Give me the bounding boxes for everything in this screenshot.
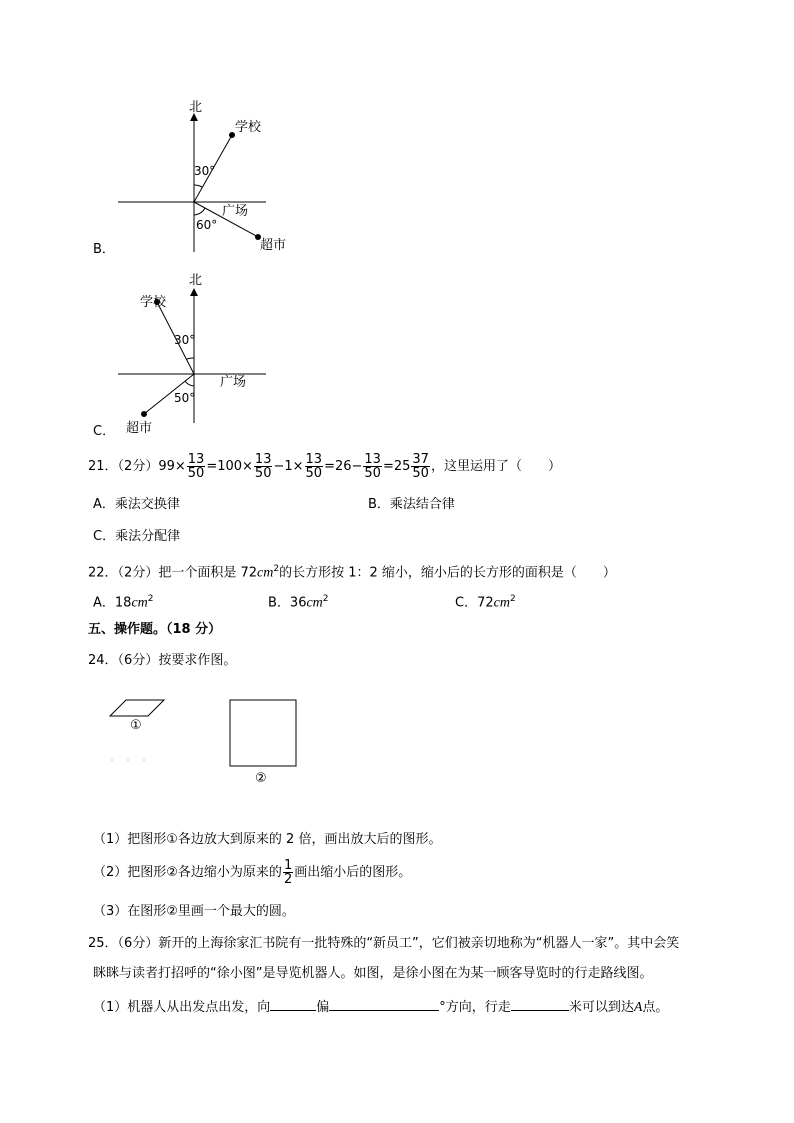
answer-blank[interactable] bbox=[329, 998, 439, 1011]
q25-sub1-text: 点。 bbox=[642, 1000, 669, 1015]
q21-prefix: 21．（2分） bbox=[88, 459, 159, 474]
fraction-num: 13 bbox=[254, 452, 272, 467]
q24-title: 24．（6分）按要求作图。 bbox=[88, 653, 237, 668]
faint-dots bbox=[111, 759, 145, 761]
school-label: 学校 bbox=[140, 295, 167, 310]
q22-option-a[interactable] bbox=[93, 591, 154, 611]
direction-diagram-b bbox=[110, 95, 310, 257]
fraction-den: 50 bbox=[364, 466, 381, 481]
fraction-num: 37 bbox=[412, 452, 429, 467]
fraction bbox=[254, 453, 273, 480]
fraction-den: 50 bbox=[254, 466, 272, 481]
fraction-den: 2 bbox=[283, 872, 293, 887]
fraction-num: 13 bbox=[364, 452, 381, 467]
angle-south-label: 50° bbox=[174, 391, 196, 405]
angle-arc-north bbox=[194, 185, 202, 187]
q21-option-a[interactable]: A．乘法交换律 bbox=[93, 497, 180, 512]
q25-sub1 bbox=[93, 998, 668, 1016]
section-title: 五、操作题。（18 分） bbox=[88, 622, 222, 637]
q21-text: =26− bbox=[324, 459, 363, 474]
square-label: 广场 bbox=[220, 375, 247, 390]
q21-question bbox=[88, 452, 561, 482]
fraction-den: 50 bbox=[305, 466, 323, 481]
q25-line2: 眯眯与读者打招呼的“徐小图”是导览机器人。如图，是徐小图在为某一顾客导览时的行走路线图。 bbox=[93, 966, 653, 981]
angle-arc-south bbox=[194, 208, 205, 215]
square-shape bbox=[230, 700, 296, 766]
answer-blank[interactable] bbox=[270, 998, 316, 1011]
fraction bbox=[305, 453, 324, 480]
q25-sub1-text: （1）机器人从出发点出发，向 bbox=[93, 1000, 271, 1015]
unit-sup: 2 bbox=[509, 594, 516, 604]
option-c-label: C． bbox=[93, 424, 116, 439]
q22-post: 的长方形按 1：2 缩小，缩小后的长方形的面积是（ ） bbox=[279, 565, 616, 581]
market-label: 超市 bbox=[126, 421, 153, 436]
q22-option-c[interactable] bbox=[455, 591, 516, 611]
q21-text: −1× bbox=[273, 459, 304, 474]
q24-sub2-text: 画出缩小后的图形。 bbox=[294, 865, 412, 880]
unit-sup: 2 bbox=[322, 594, 329, 604]
north-label: 北 bbox=[189, 100, 203, 115]
angle-north-label: 30° bbox=[174, 333, 196, 347]
q21-option-c[interactable]: C．乘法分配律 bbox=[93, 529, 181, 544]
fraction-num: 13 bbox=[305, 452, 323, 467]
unit-cm: cm bbox=[131, 595, 148, 611]
fraction bbox=[411, 453, 430, 480]
q24-figures bbox=[100, 692, 310, 790]
q24-sub2 bbox=[93, 858, 411, 888]
parallelogram-shape bbox=[110, 700, 164, 716]
square-label: 广场 bbox=[222, 204, 249, 219]
school-label: 学校 bbox=[235, 120, 262, 135]
q21-option-b[interactable]: B．乘法结合律 bbox=[368, 497, 455, 512]
fraction bbox=[187, 453, 206, 480]
option-b-label: B． bbox=[93, 242, 115, 257]
fraction-den: 50 bbox=[187, 466, 205, 481]
point-a-label: A bbox=[633, 1000, 643, 1015]
q24-sub1: （1）把图形①各边放大到原来的 2 倍，画出放大后的图形。 bbox=[93, 832, 442, 847]
angle-north-label: 30° bbox=[194, 164, 216, 178]
q21-text: =25 bbox=[382, 459, 411, 474]
angle-arc-north bbox=[187, 358, 194, 359]
q25-sub1-text: 米可以到达 bbox=[568, 1000, 634, 1015]
q22-option-b-text: B．36 bbox=[268, 595, 307, 611]
unit-cm: cm bbox=[257, 565, 274, 581]
north-label: 北 bbox=[189, 273, 203, 288]
q25-sub1-text: 偏 bbox=[316, 1000, 330, 1015]
unit-sup: 2 bbox=[147, 594, 154, 604]
fraction-num: 1 bbox=[283, 858, 293, 873]
q21-text: 99× bbox=[158, 459, 186, 474]
market-point bbox=[141, 411, 147, 417]
unit-cm: cm bbox=[493, 595, 510, 611]
unit-sup: 2 bbox=[273, 564, 280, 574]
fraction bbox=[283, 859, 293, 886]
fraction-num: 13 bbox=[187, 452, 205, 467]
q21-suffix: ，这里运用了（ ） bbox=[430, 459, 561, 474]
angle-arc-south bbox=[185, 381, 194, 386]
q24-sub2-text: （2）把图形②各边缩小为原来的 bbox=[93, 865, 282, 880]
answer-blank[interactable] bbox=[511, 998, 569, 1011]
direction-diagram-c bbox=[110, 268, 290, 440]
fraction bbox=[363, 453, 382, 480]
market-label: 超市 bbox=[260, 238, 287, 253]
shape1-label: ① bbox=[130, 718, 142, 733]
q25-sub1-text: °方向，行走 bbox=[439, 1000, 511, 1015]
unit-cm: cm bbox=[306, 595, 323, 611]
fraction-den: 50 bbox=[412, 466, 429, 481]
q22-question bbox=[88, 561, 616, 581]
q22-option-b[interactable] bbox=[268, 591, 329, 611]
q21-text: =100× bbox=[206, 459, 253, 474]
q22-pre: 22．（2分）把一个面积是 72 bbox=[88, 565, 257, 581]
angle-south-label: 60° bbox=[196, 218, 218, 232]
q22-option-c-text: C．72 bbox=[455, 595, 494, 611]
shape2-label: ② bbox=[255, 771, 267, 786]
q25-line1: 25．（6分）新开的上海徐家汇书院有一批特殊的“新员工”，它们被亲切地称为“机器人一家”。其中会笑 bbox=[88, 936, 680, 951]
q22-option-a-text: A．18 bbox=[93, 595, 132, 611]
q24-sub3: （3）在图形②里画一个最大的圆。 bbox=[93, 904, 295, 919]
